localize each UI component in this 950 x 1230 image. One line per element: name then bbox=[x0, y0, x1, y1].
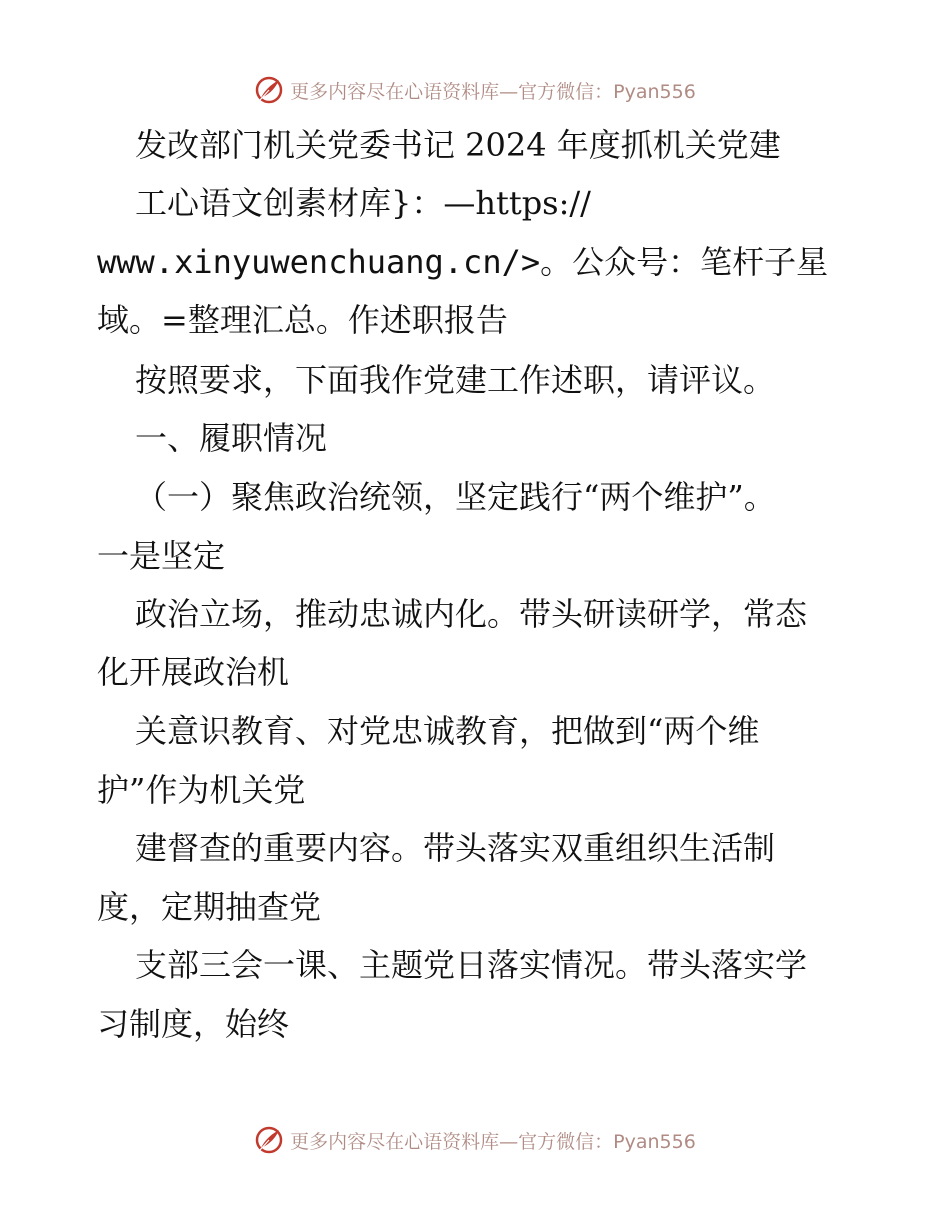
wechat-id: Pyan556 bbox=[613, 1130, 696, 1153]
paragraph-line: 建督查的重要内容。带头落实双重组织生活制 bbox=[135, 829, 776, 867]
paragraph-line: 政治立场，推动忠诚内化。带头研读研学，常态 bbox=[135, 595, 808, 633]
paragraph-line: 护”作为机关党 bbox=[97, 771, 306, 809]
header-watermark-banner bbox=[0, 70, 950, 110]
feather-pen-icon bbox=[254, 1125, 284, 1155]
feather-pen-icon bbox=[254, 75, 284, 105]
document-title-line-2: 工心语文创素材库}：—https:// bbox=[135, 184, 591, 222]
paragraph-line: 习制度，始终 bbox=[97, 1005, 290, 1043]
paragraph-line: 一是坚定 bbox=[97, 537, 226, 575]
document-title-line-1: 发改部门机关党委书记 2024 年度抓机关党建 bbox=[135, 126, 781, 164]
wechat-id: Pyan556 bbox=[613, 80, 696, 103]
document-title-line-3: www.xinyuwenchuang.cn/>。公众号：笔杆子星 bbox=[97, 243, 829, 281]
watermark-text: 更多内容尽在心语资料库—官方微信：Pyan556 bbox=[290, 1130, 696, 1153]
watermark-text: 更多内容尽在心语资料库—官方微信：Pyan556 bbox=[290, 80, 696, 103]
footer-watermark-banner bbox=[0, 1120, 950, 1160]
intro-paragraph: 按照要求，下面我作党建工作述职，请评议。 bbox=[135, 361, 776, 399]
paragraph-line: 支部三会一课、主题党日落实情况。带头落实学 bbox=[135, 946, 808, 984]
paragraph-line: 化开展政治机 bbox=[97, 653, 290, 691]
section-heading: 一、履职情况 bbox=[135, 419, 328, 457]
document-title-line-4: 域。=整理汇总。作述职报告 bbox=[97, 301, 508, 339]
paragraph-line: 度，定期抽查党 bbox=[97, 888, 322, 926]
paragraph-line: 关意识教育、对党忠诚教育，把做到“两个维 bbox=[135, 712, 760, 750]
subsection-heading: （一）聚焦政治统领，坚定践行“两个维护”。 bbox=[135, 478, 776, 516]
